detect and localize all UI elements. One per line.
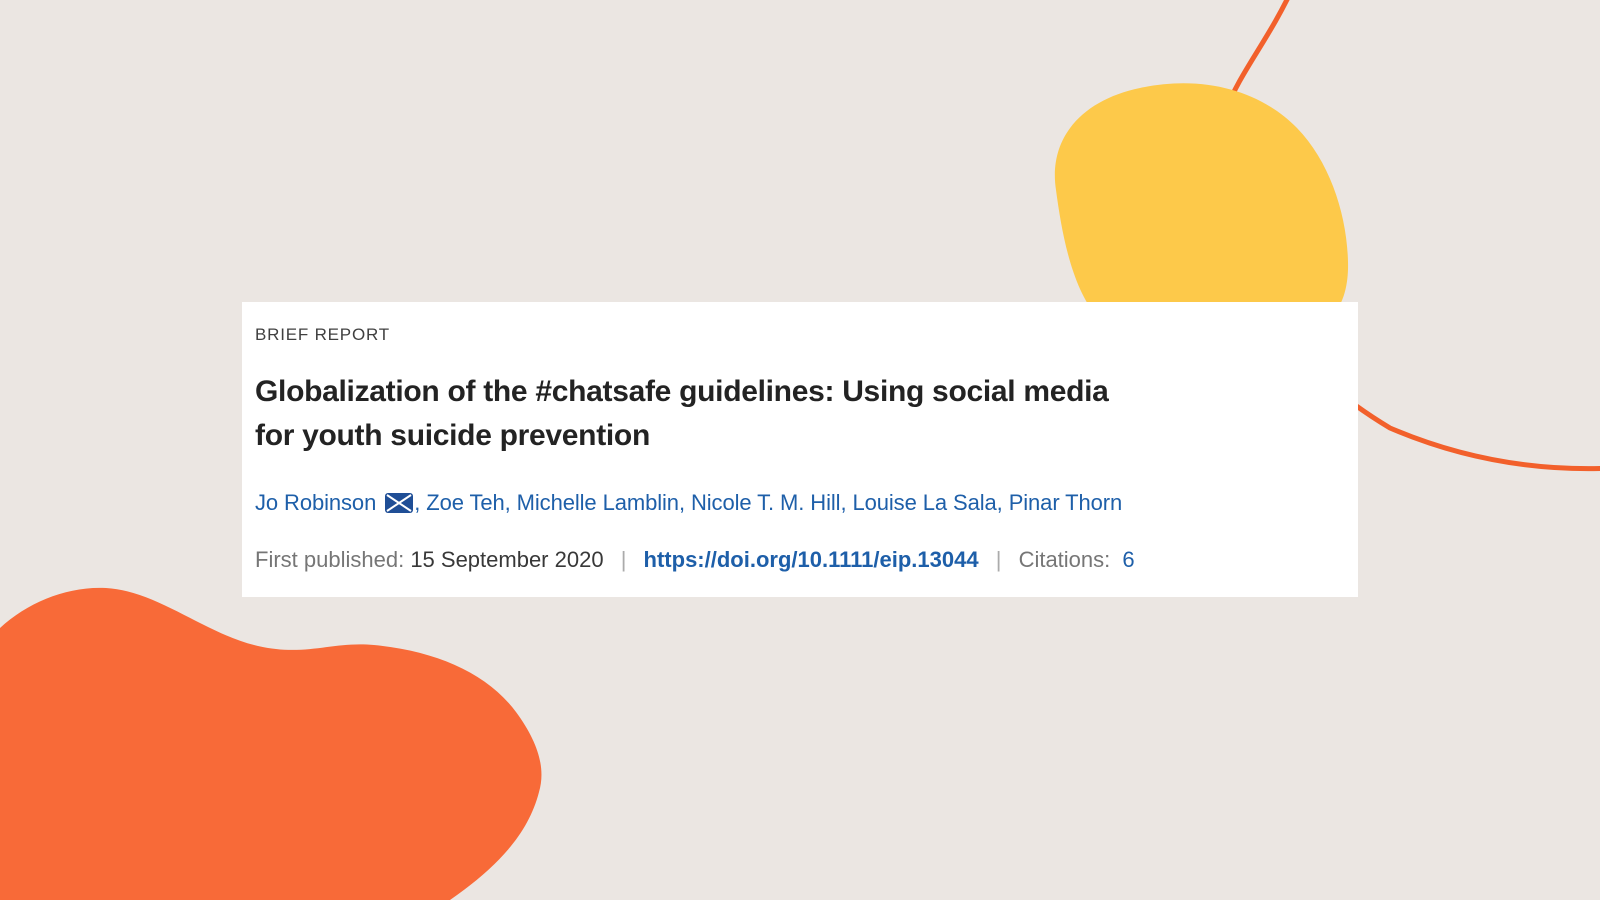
orange-blob-decoration xyxy=(0,588,541,900)
article-title xyxy=(255,370,1109,458)
citations-count[interactable]: 6 xyxy=(1122,547,1135,572)
article-card xyxy=(242,302,1358,597)
separator: | xyxy=(995,547,1002,572)
first-published-label: First published: xyxy=(255,547,405,572)
article-title-line-1: Globalization of the #chatsafe guidelines: Using social media xyxy=(255,375,1109,408)
author-separator: , xyxy=(678,490,691,515)
author-link[interactable]: Pinar Thorn xyxy=(1008,490,1123,515)
publication-meta xyxy=(255,545,1135,575)
author-link[interactable]: Michelle Lamblin xyxy=(516,490,679,515)
author-list xyxy=(255,488,1122,518)
article-title-line-2: for youth suicide prevention xyxy=(255,419,650,452)
author-separator: , xyxy=(996,490,1009,515)
author-link[interactable]: Jo Robinson xyxy=(255,490,377,515)
author-separator: , xyxy=(414,490,427,515)
citations-label: Citations: xyxy=(1018,547,1111,572)
doi-link[interactable]: https://doi.org/10.1111/eip.13044 xyxy=(643,547,979,572)
first-published-date: 15 September 2020 xyxy=(410,547,604,572)
author-separator: , xyxy=(840,490,853,515)
author-separator: , xyxy=(504,490,517,515)
author-link[interactable]: Louise La Sala xyxy=(852,490,997,515)
separator: | xyxy=(620,547,627,572)
author-link[interactable]: Nicole T. M. Hill xyxy=(690,490,841,515)
email-icon[interactable] xyxy=(385,493,413,513)
author-link[interactable]: Zoe Teh xyxy=(426,490,505,515)
article-type-label: BRIEF REPORT xyxy=(255,325,390,344)
